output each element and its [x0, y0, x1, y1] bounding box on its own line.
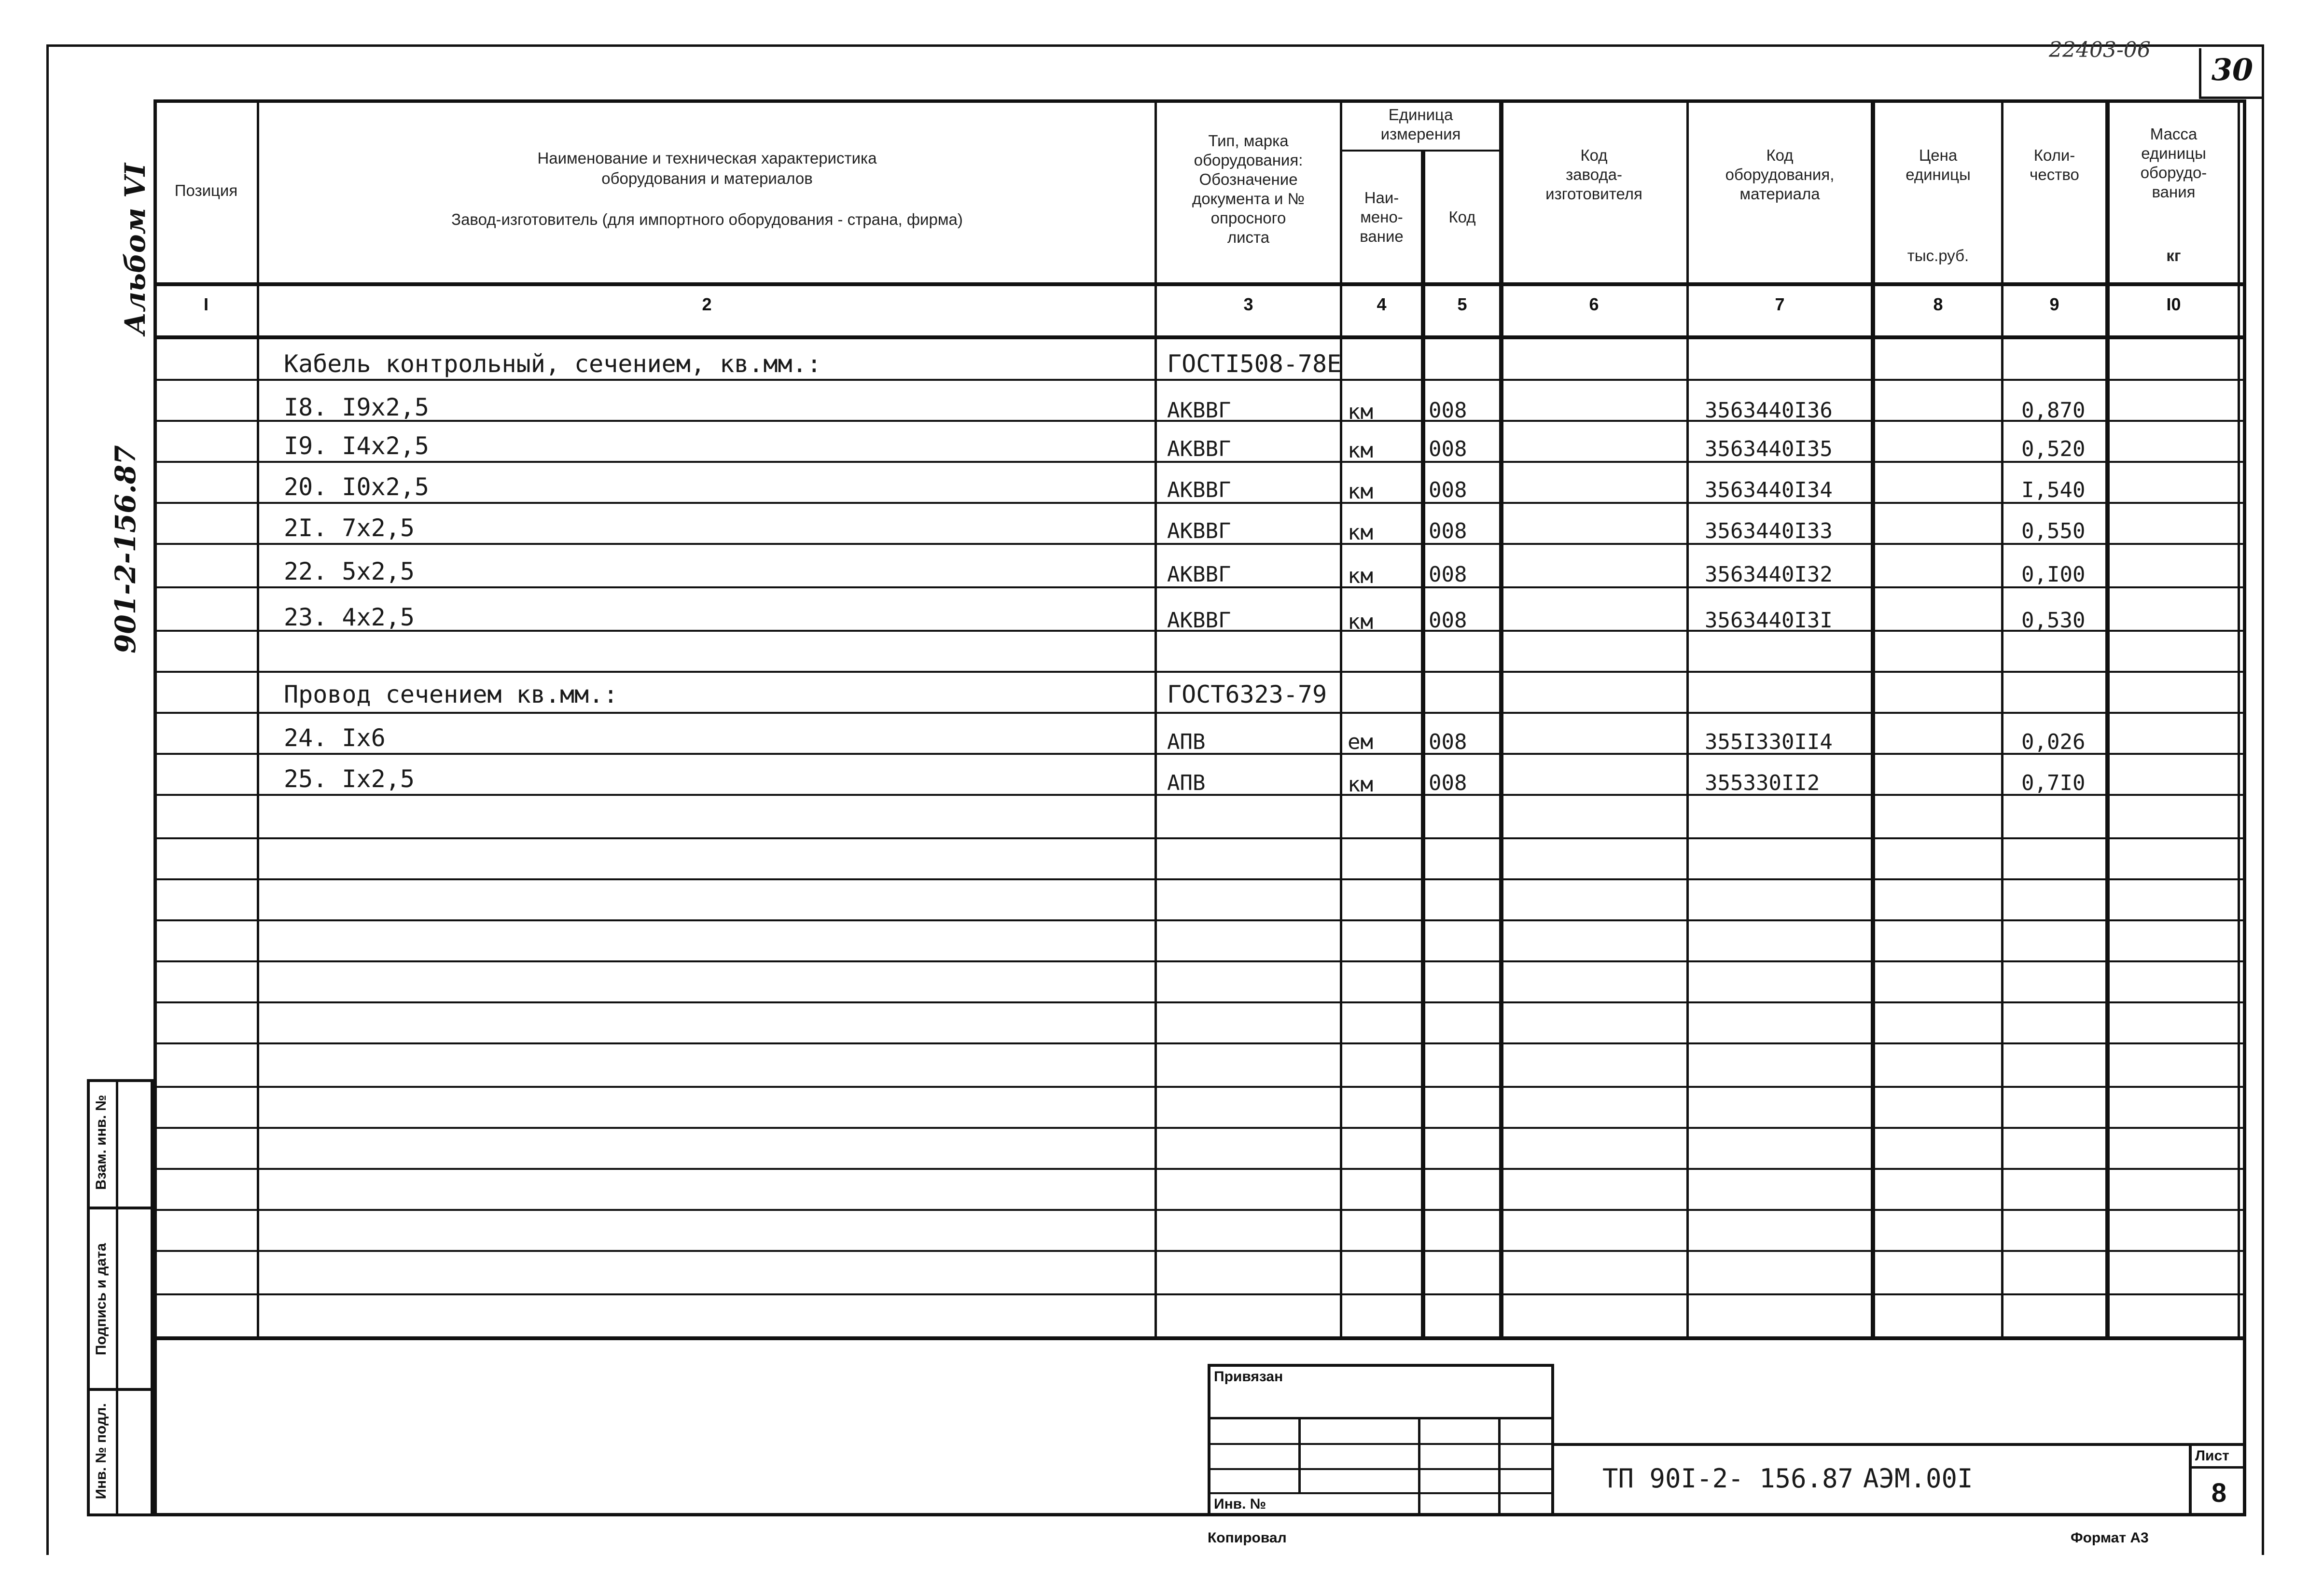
side-inv-podl: Инв. № подл.	[93, 1403, 109, 1499]
row-4-type: АКВВГ	[1167, 519, 1231, 543]
row-0-name: Кабель контрольный, сечением, кв.мм.:	[284, 350, 821, 378]
row-9-unit: км	[1348, 772, 1373, 797]
header-qty-line: чество	[2030, 166, 2079, 183]
row-2-name: I9. I4x2,5	[284, 432, 430, 460]
row-grid-line	[153, 960, 2246, 962]
attached-hline-3	[1208, 1468, 1554, 1470]
row-1-type: АКВВГ	[1167, 398, 1231, 423]
side-vzam: Взам. инв. №	[93, 1095, 109, 1190]
row-2-unit-code: 008	[1429, 437, 1467, 461]
row-7-name: Провод сечением кв.мм.:	[284, 680, 618, 708]
side-stamp-hline-1	[87, 1207, 153, 1209]
colnum-6: 6	[1589, 294, 1599, 314]
row-3-name: 20. I0x2,5	[284, 473, 430, 501]
colnum-7: 7	[1775, 294, 1785, 314]
row-2-qty: 0,520	[2021, 437, 2086, 461]
header-factory-code-line: изготовителя	[1545, 185, 1642, 203]
row-8-unit: ем	[1348, 730, 1373, 754]
header-price-unit: тыс.руб.	[1907, 247, 1969, 264]
sheet-number: 8	[2211, 1477, 2227, 1508]
side-stamp-inner	[116, 1079, 118, 1516]
header-price-line: единицы	[1906, 166, 1971, 183]
header-mass-unit: кг	[2166, 247, 2181, 264]
row-5-unit-code: 008	[1429, 562, 1467, 587]
top-right-number: 22403-06	[2049, 38, 2151, 62]
header-type-line: листа	[1227, 228, 1270, 246]
header-bottom-line	[153, 282, 2246, 286]
header-unit-group	[1342, 105, 1499, 144]
header-factory-code-line: завода-	[1566, 166, 1622, 183]
header-factory-code-line: Код	[1580, 146, 1608, 164]
row-5-unit: км	[1348, 564, 1373, 588]
header-mass	[2110, 125, 2238, 202]
colnum-5: 5	[1457, 294, 1467, 314]
colnum-10: I0	[2166, 294, 2181, 314]
row-6-name: 23. 4x2,5	[284, 603, 415, 631]
row-grid-line	[153, 919, 2246, 921]
row-6-unit: км	[1348, 610, 1373, 634]
row-1-unit: км	[1348, 400, 1373, 424]
row-2-unit: км	[1348, 438, 1373, 463]
side-podpis: Подпись и дата	[93, 1243, 109, 1356]
attached-vline-2	[1418, 1417, 1420, 1516]
row-1-name: I8. I9x2,5	[284, 393, 430, 421]
copied-label: Копировал	[1208, 1530, 1287, 1546]
row-8-name: 24. Iх6	[284, 724, 386, 752]
row-grid-line	[153, 1250, 2246, 1252]
attached-hline-2	[1208, 1443, 1554, 1445]
unit-group-line	[1340, 150, 1499, 152]
attached-label: Привязан	[1214, 1369, 1283, 1385]
row-3-unit-code: 008	[1429, 478, 1467, 502]
header-factory-code	[1502, 146, 1686, 204]
header-type-line: документа и №	[1192, 190, 1305, 208]
row-4-code: 3563440I33	[1705, 519, 1833, 543]
colnum-1: I	[203, 294, 209, 314]
row-grid-line	[153, 1042, 2246, 1044]
row-2-type: АКВВГ	[1167, 437, 1231, 461]
row-3-unit: км	[1348, 479, 1373, 504]
row-1-code: 3563440I36	[1705, 398, 1833, 423]
row-grid-line	[153, 837, 2246, 839]
header-unit-name-line: Наи-	[1364, 189, 1399, 207]
row-2-code: 3563440I35	[1705, 437, 1833, 461]
row-8-qty: 0,026	[2021, 730, 2086, 754]
colnum-2: 2	[702, 294, 712, 314]
header-unit-name	[1342, 188, 1421, 246]
header-equip-code	[1689, 146, 1871, 204]
header-mass-line: оборудо-	[2140, 164, 2207, 181]
row-4-unit-code: 008	[1429, 519, 1467, 543]
row-grid-line	[153, 1127, 2246, 1129]
inv-no-label: Инв. №	[1214, 1496, 1266, 1512]
row-7-type: ГОСТ6323-79	[1167, 680, 1327, 708]
header-position: Позиция	[174, 181, 238, 199]
row-1-qty: 0,870	[2021, 398, 2086, 423]
header-equip-code-line: оборудования,	[1725, 166, 1835, 183]
header-equip-code-line: материала	[1739, 185, 1820, 203]
attached-vline-1	[1298, 1417, 1301, 1492]
sheet-frame-right	[2262, 44, 2264, 1555]
row-4-unit: км	[1348, 520, 1373, 545]
colnum-bottom-line	[153, 335, 2246, 339]
format-label: Формат А3	[2071, 1530, 2149, 1546]
attached-hline-1	[1208, 1417, 1554, 1419]
sheet-box-line	[2189, 1466, 2246, 1469]
page-number: 30	[2211, 52, 2253, 87]
row-grid-line	[153, 1086, 2246, 1088]
sheet-label: Лист	[2195, 1448, 2229, 1464]
album-label: Альбом VI	[119, 163, 152, 335]
row-grid-line	[153, 1293, 2246, 1295]
row-grid-line	[153, 671, 2246, 673]
row-9-name: 25. Iх2,5	[284, 765, 415, 793]
colnum-3: 3	[1243, 294, 1253, 314]
row-6-unit-code: 008	[1429, 608, 1467, 633]
side-stamp-hline-2	[87, 1388, 153, 1391]
header-type-line: Обозначение	[1199, 170, 1298, 188]
row-5-type: АКВВГ	[1167, 562, 1231, 587]
row-grid-line	[153, 712, 2246, 714]
attached-vline-3	[1498, 1417, 1501, 1516]
header-type-line: Тип, марка	[1208, 132, 1289, 150]
row-3-code: 3563440I34	[1705, 478, 1833, 502]
bottom-block-line	[153, 1337, 2246, 1340]
header-unit-group-line: измерения	[1380, 125, 1461, 143]
row-5-qty: 0,I00	[2021, 562, 2086, 587]
attached-hline-4	[1208, 1492, 1554, 1494]
header-unit-code: Код	[1448, 208, 1476, 226]
header-mass-line: Масса	[2150, 125, 2198, 143]
row-6-type: АКВВГ	[1167, 608, 1231, 633]
row-8-type: АПВ	[1167, 730, 1206, 754]
header-equip-code-line: Код	[1766, 146, 1794, 164]
row-3-qty: I,540	[2021, 478, 2086, 502]
row-8-code: 355I330II4	[1705, 730, 1833, 754]
header-unit-name-line: мено-	[1360, 208, 1403, 226]
row-grid-line	[153, 1209, 2246, 1211]
header-qty-line: Коли-	[2033, 146, 2075, 164]
header-name-line2: оборудования и материалов	[601, 169, 813, 187]
row-1-unit-code: 008	[1429, 398, 1467, 423]
header-type	[1157, 131, 1340, 247]
row-grid-line	[153, 1001, 2246, 1003]
row-6-qty: 0,530	[2021, 608, 2086, 633]
row-3-type: АКВВГ	[1167, 478, 1231, 502]
colnum-4: 4	[1377, 294, 1387, 314]
colnum-8: 8	[1933, 294, 1943, 314]
row-9-qty: 0,7I0	[2021, 771, 2086, 795]
row-9-code: 355330II2	[1705, 771, 1820, 795]
row-0-type: ГОСТI508-78Е	[1167, 350, 1342, 378]
row-5-code: 3563440I32	[1705, 562, 1833, 587]
header-price	[1875, 146, 2001, 184]
header-unit-group-line: Единица	[1388, 106, 1453, 124]
colnum-9: 9	[2049, 294, 2059, 314]
row-4-qty: 0,550	[2021, 519, 2086, 543]
bottom-block-left	[153, 1337, 157, 1516]
row-9-type: АПВ	[1167, 771, 1206, 795]
header-qty	[2003, 146, 2105, 184]
row-grid-line	[153, 1168, 2246, 1170]
doc-code: ТП 90I-2- 156.87	[1602, 1463, 1854, 1494]
row-6-code: 3563440I3I	[1705, 608, 1833, 633]
header-name-line3: Завод-изготовитель (для импортного оборудования - страна, фирма)	[451, 210, 963, 228]
header-unit-name-line: вание	[1360, 227, 1404, 245]
sheet-frame-left	[46, 44, 49, 1555]
row-9-unit-code: 008	[1429, 771, 1467, 795]
header-mass-line: вания	[2152, 183, 2196, 201]
side-code: 901-2-156.87	[109, 445, 142, 653]
sheet-frame-top	[46, 44, 2262, 47]
header-type-line: опросного	[1210, 209, 1286, 227]
header-type-line: оборудования:	[1194, 151, 1303, 169]
header-mass-line: единицы	[2141, 144, 2206, 162]
row-8-unit-code: 008	[1429, 730, 1467, 754]
row-grid-line	[153, 379, 2246, 381]
row-4-name: 2I. 7x2,5	[284, 514, 415, 542]
row-5-name: 22. 5x2,5	[284, 557, 415, 585]
col-line-4	[1421, 150, 1425, 1340]
row-grid-line	[153, 878, 2246, 880]
header-price-line: Цена	[1919, 146, 1958, 164]
header-name-line1: Наименование и техническая характеристика	[537, 149, 877, 167]
doc-suffix: АЭМ.00I	[1863, 1463, 1973, 1494]
